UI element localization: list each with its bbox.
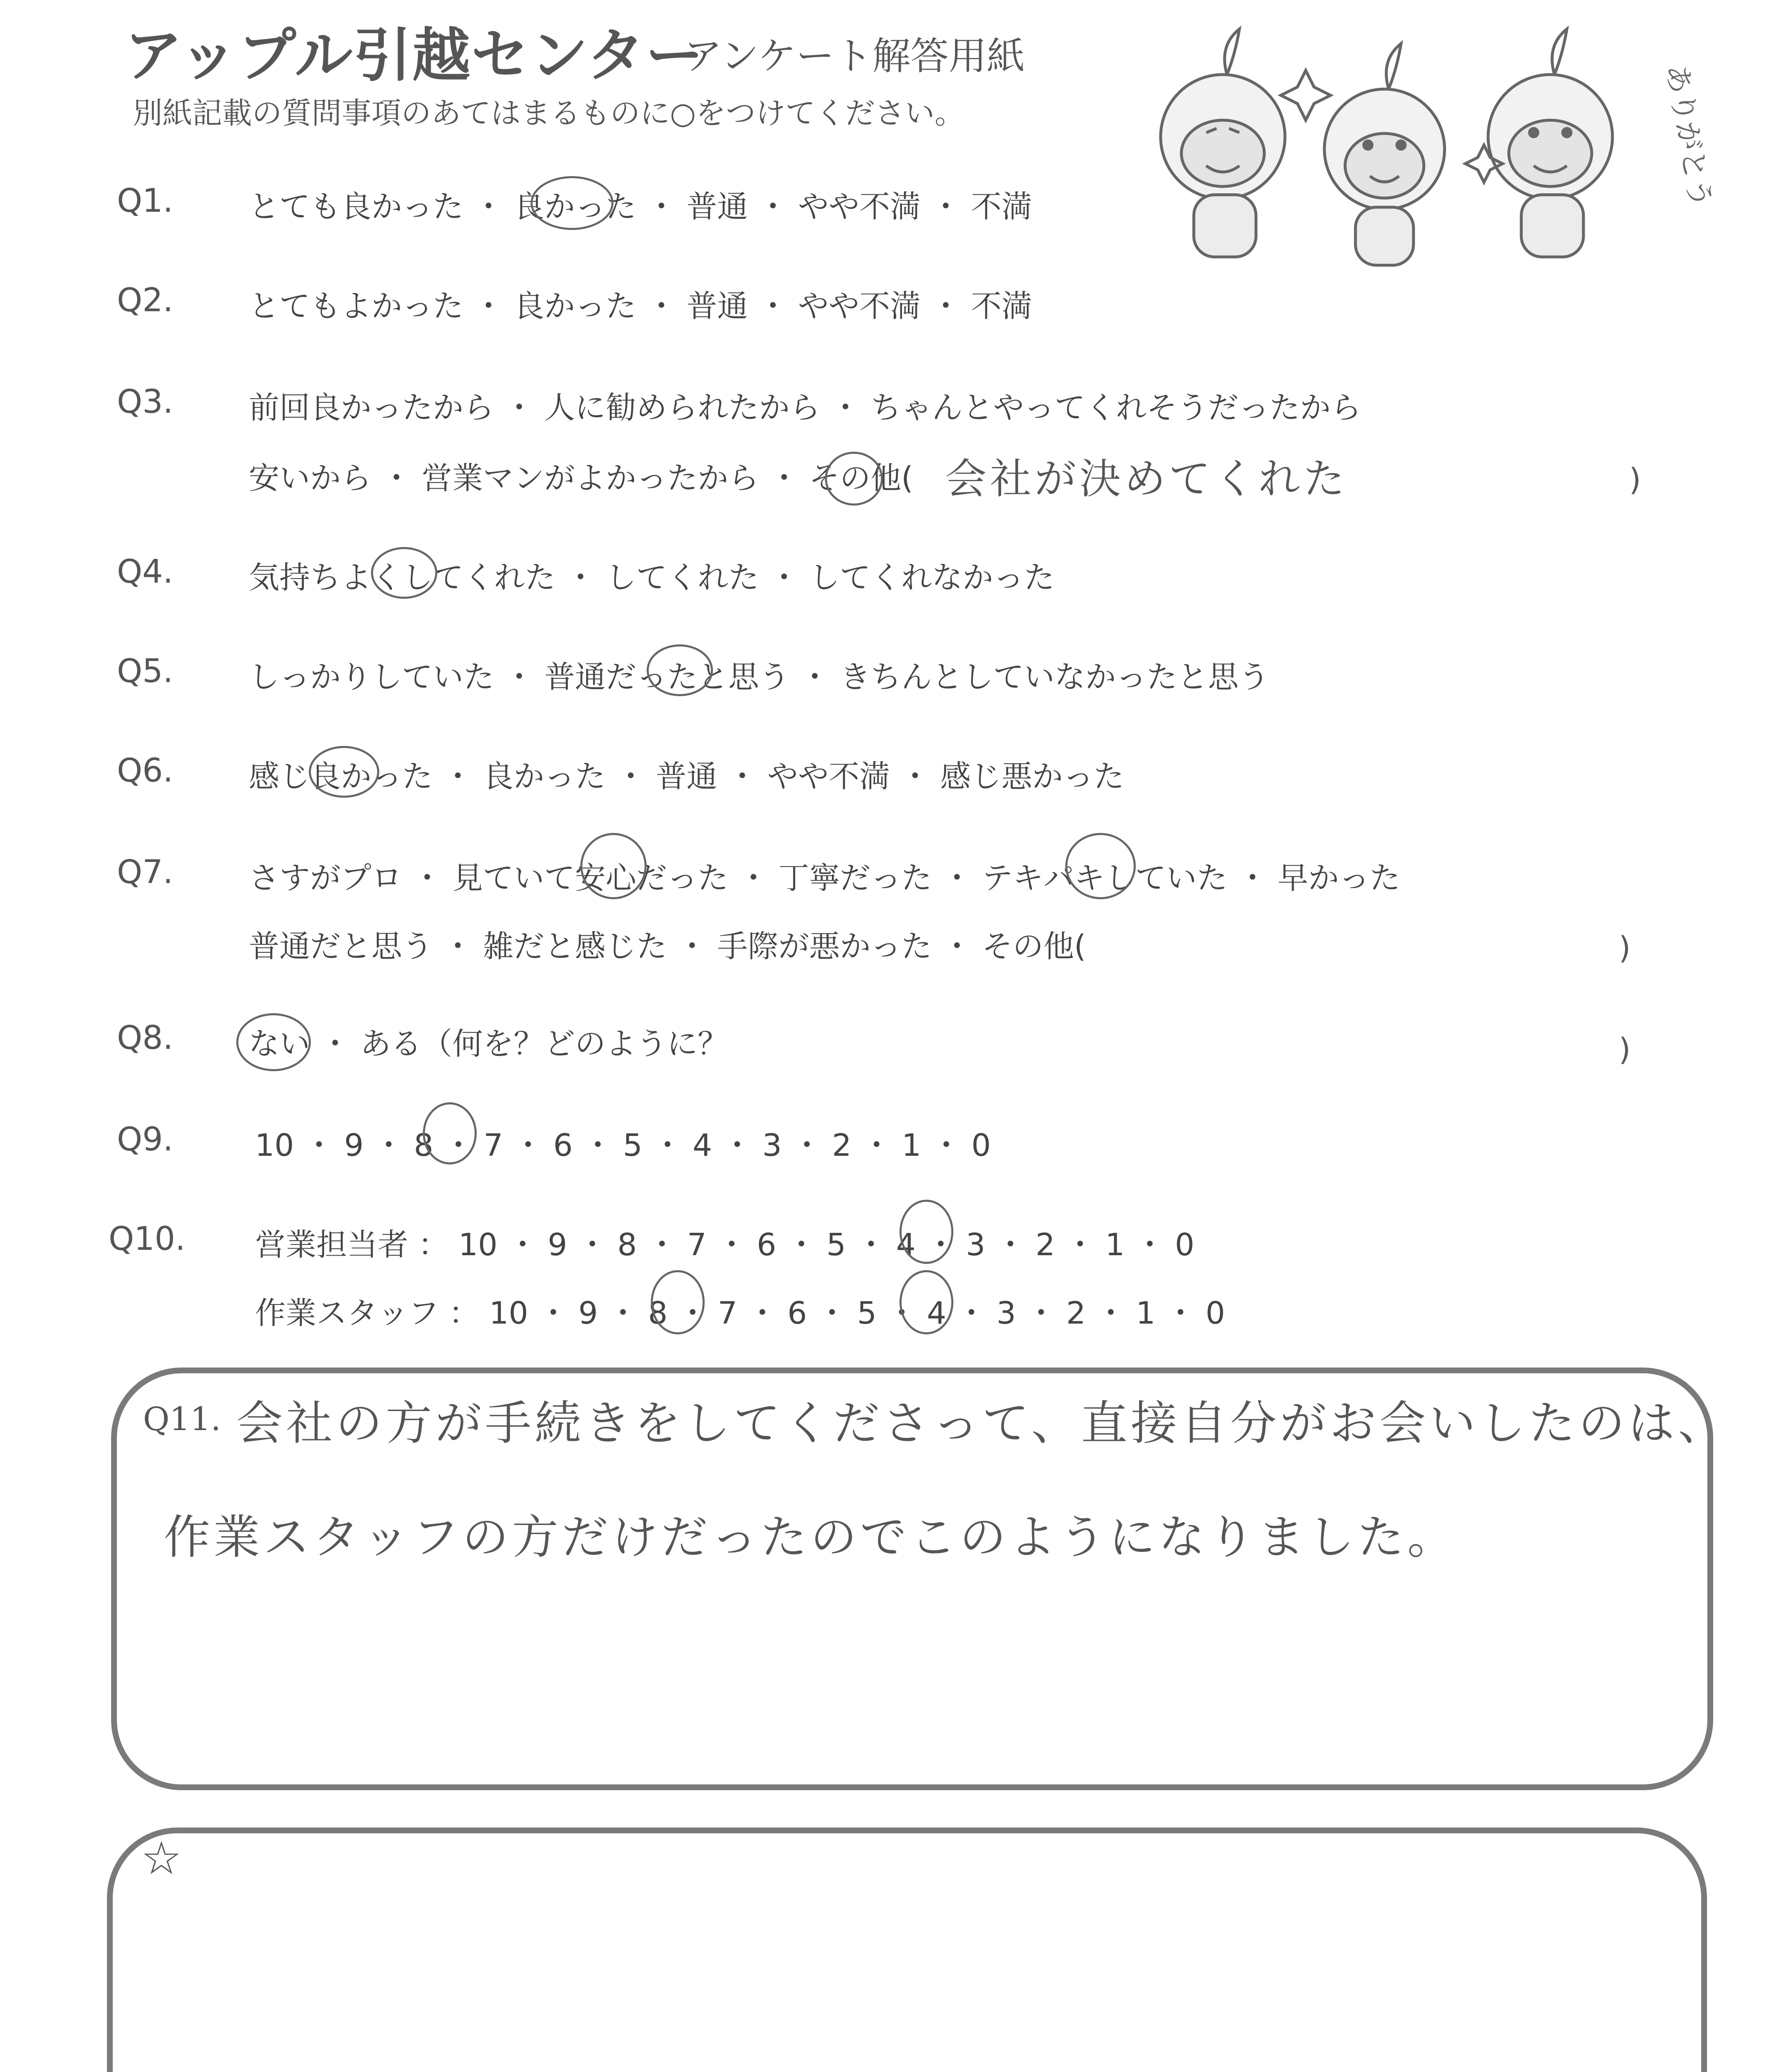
q8-number: Q8. [117,1019,173,1057]
q3-options-line2: 安いから ・ 営業マンがよかったから ・ その他( [249,460,913,496]
q8-close-paren: ) [1619,1032,1631,1067]
q3-selection-mark [825,452,883,506]
q4-options: 気持ちよくしてくれた ・ してくれた ・ してくれなかった [249,560,1055,595]
q5-selection-mark [647,644,713,696]
q2-number: Q2. [117,282,173,319]
q7-options-line1: さすがプロ ・ 見ていて安心だった ・ 丁寧だった ・ テキパキしていた ・ 早かった [249,860,1401,896]
q8-selection-mark [236,1013,311,1071]
q9-number: Q9. [117,1121,173,1158]
q8-options: ない ・ ある（何を？どのように？ [249,1026,729,1062]
q7-selection-mark-2 [1065,833,1136,899]
q10-staff-selection-mark-2 [899,1270,953,1334]
q11-answer-line1: 会社の方が手続きをしてくださって、直接自分がお会いしたのは、 [236,1397,1728,1450]
mascot-illustration [1127,12,1718,269]
q7-close-paren: ) [1619,930,1631,966]
q6-number: Q6. [117,752,173,789]
q1-options: とても良かった ・ 良かった ・ 普通 ・ やや不満 ・ 不満 [249,189,1033,225]
q10-sales-scale: 営業担当者 ： 10 ・ 9 ・ 8 ・ 7 ・ 6 ・ 5 ・ 4 ・ 3 ・ 2 ・ 1 ・ 0 [255,1227,1195,1263]
form-subtitle: アンケート解答用紙 [684,34,1025,78]
form-title: アップル引越センター [124,22,705,90]
q7-selection-mark-1 [580,833,647,899]
q11-answer-line2: 作業スタッフの方だけだったのでこのようになりました。 [164,1510,1457,1564]
q4-number: Q4. [117,553,173,591]
q2-options: とてもよかった ・ 良かった ・ 普通 ・ やや不満 ・ 不満 [249,288,1033,324]
q3-number: Q3. [117,383,173,421]
q10-staff-selection-mark-1 [651,1270,705,1334]
q3-other-answer: 会社が決めてくれた [945,455,1348,503]
mascot-thanks-text: ありがとう [1659,61,1718,211]
q1-selection-mark [531,176,613,230]
q7-number: Q7. [117,854,173,891]
star-comment-box [107,1828,1707,2072]
q7-options-line2: 普通だと思う ・ 雑だと感じた ・ 手際が悪かった ・ その他( [249,929,1086,964]
q9-selection-mark [423,1102,477,1164]
q3-options-line1: 前回良かったから ・ 人に勧められたから ・ ちゃんとやってくれそうだったから [249,390,1362,426]
q10-staff-scale: 作業スタッフ ： 10 ・ 9 ・ 8 ・ 7 ・ 6 ・ 5 ・ 4 ・ 3 ・ 2 ・ 1 ・ 0 [255,1295,1225,1331]
q11-label: Q11. [143,1401,221,1438]
q5-options: しっかりしていた ・ 普通だったと思う ・ きちんとしていなかったと思う [249,659,1270,695]
q9-scale: 10 ・ 9 ・ 8 ・ 7 ・ 6 ・ 5 ・ 4 ・ 3 ・ 2 ・ 1 ・ 0 [255,1128,991,1163]
form-instruction: 別紙記載の質問事項のあてはまるものに○をつけてください。 [133,96,965,131]
q6-selection-mark [309,746,379,798]
q5-number: Q5. [117,653,173,690]
star-icon: ☆ [141,1832,182,1885]
q10-sales-selection-mark [899,1200,953,1264]
q1-number: Q1. [117,182,173,220]
q3-close-paren: ) [1629,462,1641,498]
q4-selection-mark [371,547,437,599]
q10-number: Q10. [109,1220,186,1258]
q6-options: 感じ良かった ・ 良かった ・ 普通 ・ やや不満 ・ 感じ悪かった [249,759,1125,794]
